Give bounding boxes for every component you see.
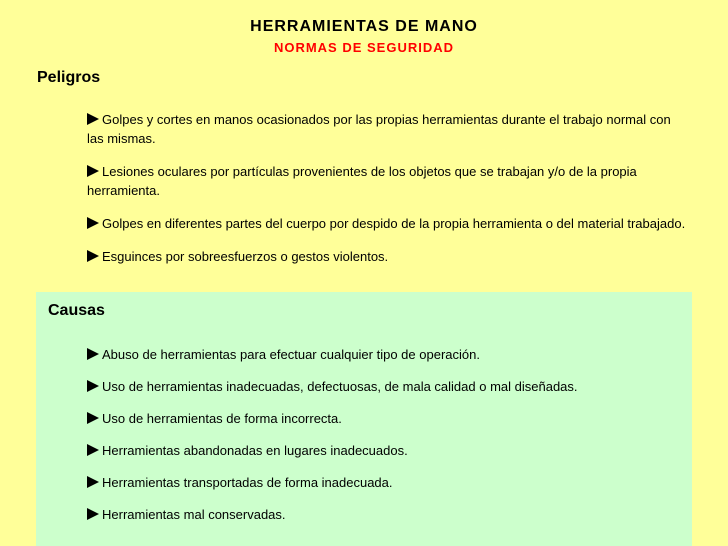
arrow-bullet-icon	[87, 380, 99, 392]
list-item	[87, 110, 687, 148]
arrow-bullet-icon	[87, 217, 99, 229]
list-item-text: Herramientas mal conservadas.	[102, 507, 286, 522]
page-title: HERRAMIENTAS DE MANO	[250, 18, 478, 35]
list-item	[87, 473, 687, 492]
list-item	[87, 377, 687, 396]
list-item	[87, 441, 687, 460]
list-item-text: Golpes y cortes en manos ocasionados por las propias herramientas durante el trabajo normal con las mismas.	[87, 112, 671, 146]
list-item	[87, 247, 687, 266]
arrow-bullet-icon	[87, 508, 99, 520]
arrow-bullet-icon	[87, 165, 99, 177]
peligros-heading: Peligros	[37, 69, 101, 86]
list-item	[87, 214, 687, 233]
causas-heading: Causas	[48, 302, 105, 319]
list-item	[87, 505, 687, 524]
list-item	[87, 345, 687, 364]
causas-panel	[36, 292, 692, 546]
arrow-bullet-icon	[87, 412, 99, 424]
list-item-text: Uso de herramientas inadecuadas, defectuosas, de mala calidad o mal diseñadas.	[102, 379, 578, 394]
list-item	[87, 162, 687, 200]
peligros-list	[87, 110, 687, 280]
arrow-bullet-icon	[87, 444, 99, 456]
list-item	[87, 409, 687, 428]
arrow-bullet-icon	[87, 476, 99, 488]
page-subtitle: NORMAS DE SEGURIDAD	[273, 40, 455, 55]
list-item-text: Herramientas transportadas de forma inadecuada.	[102, 475, 393, 490]
arrow-bullet-icon	[87, 113, 99, 125]
arrow-bullet-icon	[87, 250, 99, 262]
arrow-bullet-icon	[87, 348, 99, 360]
list-item-text: Esguinces por sobreesfuerzos o gestos violentos.	[102, 249, 389, 264]
causas-list	[87, 345, 687, 537]
list-item-text: Uso de herramientas de forma incorrecta.	[102, 411, 342, 426]
list-item-text: Golpes en diferentes partes del cuerpo por despido de la propia herramienta o del material trabajado.	[102, 216, 686, 231]
list-item-text: Lesiones oculares por partículas provenientes de los objetos que se trabajan y/o de la propia herramienta.	[87, 164, 637, 198]
list-item-text: Abuso de herramientas para efectuar cualquier tipo de operación.	[102, 347, 480, 362]
list-item-text: Herramientas abandonadas en lugares inadecuados.	[102, 443, 408, 458]
